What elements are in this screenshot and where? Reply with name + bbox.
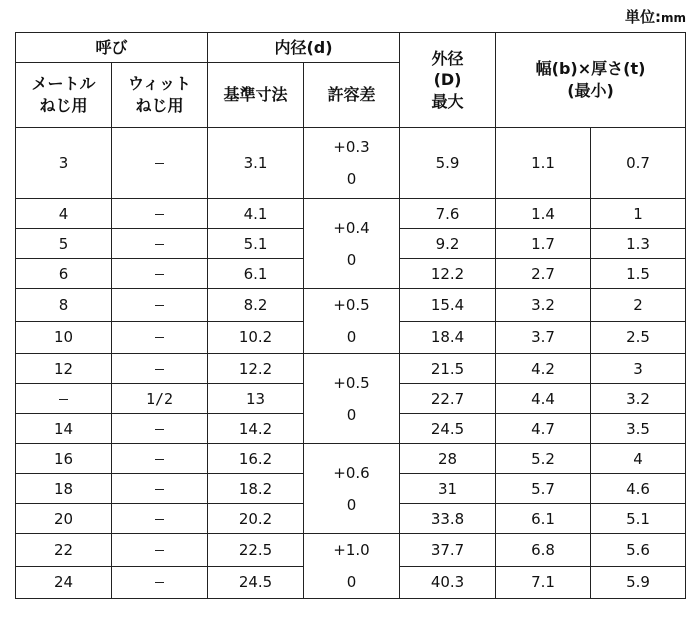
cell-basic-size: 8.2 xyxy=(208,289,304,322)
cell-outer-diameter: 22.7 xyxy=(400,384,496,414)
cell-outer-diameter: 7.6 xyxy=(400,199,496,229)
cell-basic-size: 5.1 xyxy=(208,229,304,259)
cell-width: 2.7 xyxy=(496,259,591,289)
dash-mark xyxy=(155,244,164,245)
cell-tolerance: +0.6 0 xyxy=(304,444,400,534)
table-row xyxy=(16,199,686,229)
cell-outer-diameter: 31 xyxy=(400,474,496,504)
cell-thickness: 3.5 xyxy=(591,414,686,444)
dash-mark xyxy=(155,459,164,460)
cell-tolerance: +0.4 0 xyxy=(304,199,400,289)
table-row xyxy=(16,534,686,567)
cell-thickness: 0.7 xyxy=(591,128,686,199)
header-outer-text: 外径 (D) 最大 xyxy=(431,48,464,111)
dash-mark xyxy=(155,305,164,306)
cell-whitworth xyxy=(112,534,208,567)
cell-thickness: 5.1 xyxy=(591,504,686,534)
cell-metric: 16 xyxy=(16,444,112,474)
cell-width: 1.7 xyxy=(496,229,591,259)
cell-metric: 6 xyxy=(16,259,112,289)
cell-tolerance: +0.5 0 xyxy=(304,289,400,354)
cell-basic-size: 4.1 xyxy=(208,199,304,229)
cell-thickness: 1.3 xyxy=(591,229,686,259)
cell-metric: 18 xyxy=(16,474,112,504)
cell-whitworth xyxy=(112,289,208,322)
cell-width: 7.1 xyxy=(496,566,591,599)
cell-width: 4.2 xyxy=(496,354,591,384)
cell-basic-size: 3.1 xyxy=(208,128,304,199)
cell-outer-diameter: 21.5 xyxy=(400,354,496,384)
cell-width: 6.8 xyxy=(496,534,591,567)
cell-width: 1.4 xyxy=(496,199,591,229)
cell-outer-diameter: 33.8 xyxy=(400,504,496,534)
cell-basic-size: 18.2 xyxy=(208,474,304,504)
cell-metric: 22 xyxy=(16,534,112,567)
table-row xyxy=(16,128,686,199)
cell-width: 4.4 xyxy=(496,384,591,414)
cell-tolerance: +1.0 0 xyxy=(304,534,400,599)
dash-mark xyxy=(155,429,164,430)
unit-label-text: 単位: xyxy=(624,8,661,26)
cell-thickness: 4.6 xyxy=(591,474,686,504)
cell-thickness: 2.5 xyxy=(591,321,686,354)
header-metric-text: メートル ねじ用 xyxy=(31,74,96,115)
dash-mark xyxy=(59,399,68,400)
dash-mark xyxy=(155,214,164,215)
table-body xyxy=(16,128,686,599)
unit-value: mm xyxy=(660,11,686,25)
cell-metric xyxy=(16,384,112,414)
dash-mark xyxy=(155,550,164,551)
dash-mark xyxy=(155,489,164,490)
dash-mark xyxy=(155,337,164,338)
cell-width: 6.1 xyxy=(496,504,591,534)
dash-mark xyxy=(155,369,164,370)
cell-outer-diameter: 5.9 xyxy=(400,128,496,199)
dash-mark xyxy=(155,274,164,275)
cell-outer-diameter: 9.2 xyxy=(400,229,496,259)
cell-basic-size: 12.2 xyxy=(208,354,304,384)
cell-whitworth xyxy=(112,128,208,199)
cell-whitworth xyxy=(112,354,208,384)
cell-basic-size: 22.5 xyxy=(208,534,304,567)
cell-thickness: 5.9 xyxy=(591,566,686,599)
cell-outer-diameter: 24.5 xyxy=(400,414,496,444)
cell-metric: 10 xyxy=(16,321,112,354)
header-basic-size: 基準寸法 xyxy=(208,63,304,128)
table-row xyxy=(16,354,686,384)
cell-tolerance: +0.5 0 xyxy=(304,354,400,444)
cell-thickness: 3.2 xyxy=(591,384,686,414)
cell-whitworth xyxy=(112,474,208,504)
dash-mark xyxy=(155,582,164,583)
header-width-thickness xyxy=(496,33,686,128)
cell-whitworth xyxy=(112,566,208,599)
cell-basic-size: 20.2 xyxy=(208,504,304,534)
cell-thickness: 1.5 xyxy=(591,259,686,289)
dash-mark xyxy=(155,163,164,164)
cell-thickness: 5.6 xyxy=(591,534,686,567)
cell-metric: 4 xyxy=(16,199,112,229)
header-tolerance: 許容差 xyxy=(304,63,400,128)
cell-tolerance: +0.3 0 xyxy=(304,128,400,199)
cell-basic-size: 24.5 xyxy=(208,566,304,599)
cell-metric: 12 xyxy=(16,354,112,384)
header-whitworth-text: ウィット ねじ用 xyxy=(127,74,192,115)
cell-width: 1.1 xyxy=(496,128,591,199)
cell-metric: 14 xyxy=(16,414,112,444)
cell-metric: 24 xyxy=(16,566,112,599)
cell-metric: 20 xyxy=(16,504,112,534)
cell-whitworth xyxy=(112,259,208,289)
cell-width: 3.2 xyxy=(496,289,591,322)
header-width-thickness-text: 幅(b)×厚さ(t) (最小) xyxy=(535,59,646,100)
table-row xyxy=(16,289,686,322)
cell-whitworth xyxy=(112,414,208,444)
cell-outer-diameter: 18.4 xyxy=(400,321,496,354)
cell-basic-size: 6.1 xyxy=(208,259,304,289)
cell-outer-diameter: 40.3 xyxy=(400,566,496,599)
cell-width: 5.2 xyxy=(496,444,591,474)
cell-outer-diameter: 28 xyxy=(400,444,496,474)
table-row xyxy=(16,444,686,474)
cell-basic-size: 13 xyxy=(208,384,304,414)
cell-whitworth xyxy=(112,444,208,474)
spec-table xyxy=(15,32,686,599)
cell-thickness: 2 xyxy=(591,289,686,322)
cell-whitworth xyxy=(112,504,208,534)
cell-width: 4.7 xyxy=(496,414,591,444)
cell-metric: 8 xyxy=(16,289,112,322)
cell-thickness: 3 xyxy=(591,354,686,384)
cell-width: 5.7 xyxy=(496,474,591,504)
cell-whitworth xyxy=(112,321,208,354)
header-whitworth xyxy=(112,63,208,128)
cell-thickness: 4 xyxy=(591,444,686,474)
cell-metric: 3 xyxy=(16,128,112,199)
cell-thickness: 1 xyxy=(591,199,686,229)
cell-basic-size: 16.2 xyxy=(208,444,304,474)
cell-outer-diameter: 12.2 xyxy=(400,259,496,289)
cell-outer-diameter: 15.4 xyxy=(400,289,496,322)
header-call: 呼び xyxy=(16,33,208,63)
cell-width: 3.7 xyxy=(496,321,591,354)
header-metric xyxy=(16,63,112,128)
unit-label xyxy=(625,6,686,27)
dash-mark xyxy=(155,519,164,520)
cell-whitworth: 1/2 xyxy=(112,384,208,414)
header-inner-diameter: 内径(d) xyxy=(208,33,400,63)
cell-outer-diameter: 37.7 xyxy=(400,534,496,567)
cell-whitworth xyxy=(112,199,208,229)
cell-basic-size: 14.2 xyxy=(208,414,304,444)
cell-basic-size: 10.2 xyxy=(208,321,304,354)
cell-whitworth xyxy=(112,229,208,259)
cell-metric: 5 xyxy=(16,229,112,259)
header-outer-diameter xyxy=(400,33,496,128)
